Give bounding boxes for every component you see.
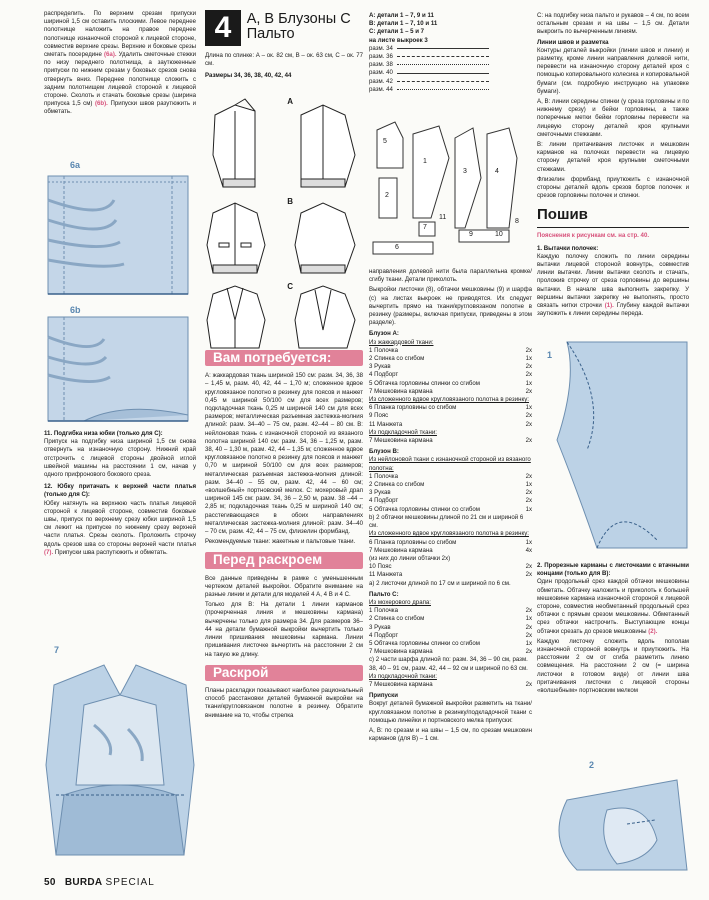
- blouson-b-list: Блузон В: Из нейлоновой ткани с изнаночной стороной из вязаного полотна: 1 Полочка 2x 2 Спинка со сгибом 1x 3 Рукав 2x 4 Подборт 2x 5 Обтачка горловины спинки со сгибом 1x b) 2 обтачки мешковины длиной по 21 см и шириной 6 см. Из сложенного вдвое кругловязаного полотна в резинку: 6 Планка горловины со сгибом 1x 7 Мешковина кармана 4x (из них до линии обтачки 2x) 10 Пояс 2x 11 Манжета 2x а) 2 листочки длиной по 17 см и шириной по 6 см.: [369, 448, 532, 587]
- before-cut-banner: Перед раскроем: [205, 552, 363, 568]
- figure-6b: [44, 305, 196, 425]
- brand-special: SPECIAL: [105, 877, 155, 888]
- sketch-b: [205, 195, 363, 280]
- sketch-a-label: A: [287, 97, 293, 106]
- page-number: 50: [44, 877, 56, 888]
- section-number: 4: [205, 10, 241, 46]
- sizes-title: Размеры 34, 36, 38, 40, 42, 44: [205, 72, 292, 80]
- figure-6a-drawing: [44, 160, 196, 305]
- piece-10: 10: [495, 231, 503, 238]
- list-item: 1 Полочка 2x: [369, 472, 532, 480]
- list-item: 4 Подборт 2x: [369, 497, 532, 505]
- list-item: 11 Манжета 2x: [369, 420, 532, 428]
- figure-1: [537, 340, 689, 550]
- sketch-a: [205, 95, 363, 195]
- sketch-c: [205, 280, 363, 350]
- list-item: 4 Подборт 2x: [369, 631, 532, 639]
- list-item: 11 Манжета 2x: [369, 571, 532, 579]
- before-cut-text: Все данные приведены в рамке с уменьшенным чертежом деталей выкройки. Обратите внимание на разные линии и детали для моделей 4 А, 4 В и 4 С.: [205, 574, 363, 599]
- page-footer: [44, 877, 155, 888]
- cutting-banner: Раскрой: [205, 665, 363, 681]
- column-4: С: на подгибку низа пальто и рукавов – 4 см, по всем остальным срезам и на швы – 1,5 см. Детали выкроить по вычерченным линиям. Линии швов и разметка Контуры деталей выкройки (линии швов и линии) и разметку, кроме линии направления долевой нити, перевести на изнаночную сторону деталей кроя с помощью копировального колесика и копировальной бумаги (см. подробную инструкцию на упаковке бумаги). А, В: линии середины спинки (у среза горловины и по нижнему срезу) и бейки горловины, а также поперечные метки бейки горловины перевести на лицевую сторону деталей кроя крупными сметочными стежками. В: линии притачивания листочек и мешковин карманов на полочках перевести на лицевую сторону деталей кроя крупными сметочными стежками. Флизелин формбанд приутюжить с изнаночной стороны деталей вдоль срезов бортов полочек и срезов горловины полочек и спинки. Пошив Пояснения к рисункам см. на стр. 40. 1. Вытачки полочек: Каждую полочку сложить по линии середины вытачки лицевой стороной вовнутрь, совместив линии вытачки. Линии вытачки сколоть и стачать, проложив строчку от среза горловины до вершины вытачки. В начале шва выполнить закрепку. У вершины вытачки закрепку не выполнять, просто связать нитки строчки (1). Глубину каждой вытачки заутюжить к линии середины переда.: [537, 12, 690, 318]
- column-3-lower: [369, 268, 532, 745]
- piece-2: 2: [385, 192, 389, 199]
- column-4-lower: 2. Прорезные карманы с листочками с втачными концами (только для В): Один продольный срез каждой обтачки мешковины обметать. Обтачку наложить и приколоть к большей мешковине кармана изнаночной стороной к лицевой стороне, совместив необметанный продольный срез обтачки с прямым срезом мешковины. Обметанный срез обтачки настрочить. Выступающие концы обтачки срезать до срезов мешковины (2). Каждую листочку сложить вдоль пополам изнаночной стороной вовнутрь и приутюжить. На расстоянии 2 см от сгиба разметить линию совмещения. На расстоянии 2 см (= ширина листочки в готовом виде) от линии шва притачивания листочки с лицевой стороны «волшебным» портновским мелком: [537, 562, 689, 695]
- column-1-lower: [44, 430, 196, 559]
- pattern-sheet-diagram: [369, 118, 529, 258]
- list-item: 5 Обтачка горловины спинки со сгибом 1x: [369, 379, 532, 387]
- list-item: 3 Рукав 2x: [369, 623, 532, 631]
- piece-4: 4: [495, 168, 499, 175]
- hem-allowance: С: на подгибку низа пальто и рукавов – 4 см, по всем остальным срезам и на швы – 1,5 см. Детали выкроить по вычерченным линиям.: [537, 12, 689, 36]
- sewing-title: Пошив: [537, 206, 689, 228]
- piece-3: 3: [463, 168, 467, 175]
- list-item: 10 Пояс 2x: [369, 563, 532, 571]
- brand-name: BURDA: [64, 877, 103, 888]
- figure-6b-label: 6b: [70, 305, 81, 315]
- list-item: 1 Полочка 2x: [369, 607, 532, 615]
- blouson-a-list: Блузон А: Из жаккардовой ткани: 1 Полочка 2x 2 Спинка со сгибом 1x 3 Рукав 2x 4 Подборт 2x 5 Обтачка горловины спинки со сгибом 1x 7 Мешковина кармана 2x Из сложенного вдвое кругловязаного полотна в резинку: 6 Планка горловины со сгибом 1x 9 Пояс 2x 11 Манжета 2x Из подкладочной ткани: 7 Мешковина кармана 2x: [369, 330, 532, 445]
- list-item: (из них до линии обтачки 2x): [369, 554, 451, 562]
- list-item: 4 Подборт 2x: [369, 371, 532, 379]
- list-item: 9 Пояс 2x: [369, 412, 532, 420]
- list-item: 6 Планка горловины со сгибом 1x: [369, 404, 532, 412]
- column-3: [369, 12, 532, 94]
- list-item: 2 Спинка со сгибом 1x: [369, 615, 532, 623]
- back-length: Длина по спинке: А – ок. 82 см, В – ок. 63 см, С – ок. 77 см.: [205, 52, 363, 68]
- piece-5: 5: [383, 138, 387, 145]
- figure-7-label: 7: [54, 645, 60, 655]
- sewing-note: Пояснения к рисункам см. на стр. 40.: [537, 232, 650, 240]
- list-item: 6 Планка горловины со сгибом 1x: [369, 538, 532, 546]
- figure-7: [44, 645, 196, 860]
- figure-7-drawing: [44, 645, 196, 860]
- list-item: 2 Спинка со сгибом 1x: [369, 355, 532, 363]
- sketch-b-label: B: [287, 197, 293, 206]
- list-item: 7 Мешковина кармана 2x: [369, 680, 532, 688]
- figure-2-label: 2: [589, 760, 595, 770]
- list-item: 2 Спинка со сгибом 1x: [369, 481, 532, 489]
- list-item: 5 Обтачка горловины спинки со сгибом 1x: [369, 639, 532, 647]
- figure-6a: [44, 160, 196, 305]
- list-item: 1 Полочка 2x: [369, 346, 532, 354]
- piece-8: 8: [515, 218, 519, 225]
- section-header: [205, 10, 363, 46]
- need-banner: Вам потребуется:: [205, 350, 363, 366]
- step-1: 1. Вытачки полочек: Каждую полочку сложить по линии середины вытачки лицевой стороной вовнутрь, совместив линии вытачки. Линии вытачки сколоть и стачать, проложив строчку от среза горловины до вершины вытачки. В начале шва выполнить закрепку. У вершины вытачки закрепку не выполнять, просто связать нитки строчки (1). Глубину каждой вытачки заутюжить к линии середины переда.: [537, 244, 690, 318]
- column-1: [44, 10, 196, 119]
- section-title: А, В Блузоны С Пальто: [246, 11, 351, 42]
- pattern-legend: A: детали 1 – 7, 9 и 11 B: детали 1 – 7, 10 и 11 C: детали 1 – 5 и 7 на листе выкроек 3: [369, 12, 438, 44]
- coat-c-list: Пальто С: Из мохерового драпа: 1 Полочка 2x 2 Спинка со сгибом 1x 3 Рукав 2x 4 Подборт 2x 5 Обтачка горловины спинки со сгибом 1x 7 Мешковина кармана 2x c) 2 части шарфа длиной по: разм. 34, 36 – 90 см, разм. 38, 40 – 91 см, разм. 42, 44 – 92 см и шириной по 63 см. Из подкладочной ткани: 7 Мешковина кармана 2x: [369, 590, 532, 688]
- extra-pieces-text: Выкройки листочки (8), обтачки мешковины (9) и шарфа (с) на листах выкроек не приводятся. Их следует вычертить прямо на ткани/кругловязаном полотне в резинку (размеры, включая припуски, приведены в этом разделе).: [369, 286, 532, 327]
- piece-11: 11: [439, 214, 447, 221]
- figure-6a-label: 6a: [70, 160, 81, 170]
- list-item: 3 Рукав 2x: [369, 489, 532, 497]
- grain-text: направления долевой нити была параллельна кромке/сгибу ткани. Детали приколоть.: [369, 268, 532, 284]
- list-item: 5 Обтачка горловины спинки со сгибом 1x: [369, 505, 532, 513]
- list-item: 3 Рукав 2x: [369, 363, 532, 371]
- allowances: Припуски Вокруг деталей бумажной выкройки разметить на ткани/кругловязаном полотне в резинку/подкладочной ткани с помощью линейки и портновского мелка припуски: А, В: по срезам и на швы – 1,5 см, по срезам мешковин карманов (для В) – 1 см.: [369, 692, 532, 743]
- column-2-lower: [205, 350, 363, 722]
- size-lines: разм. 34 разм. 36 разм. 38 разм. 40 разм. 42 разм. 44: [369, 45, 489, 94]
- recommended-fabrics: Рекомендуемые ткани: жакетные и пальтовые ткани.: [205, 538, 356, 546]
- column-2: [205, 10, 363, 83]
- list-item: 7 Мешковина кармана 2x: [369, 648, 532, 656]
- step-2: 2. Прорезные карманы с листочками с втачными концами (только для В): Один продольный срез каждой обтачки мешковины обметать. Обтачку наложить и приколоть к большей мешковине кармана изнаночной стороной к лицевой стороне, совместив необметанный продольный срез обтачки с прямым срезом мешковины. Обметанный срез обтачки настрочить. Выступающие концы обтачки срезать до срезов мешковины (2).: [537, 562, 689, 635]
- piece-6: 6: [395, 244, 399, 251]
- cutting-text: Планы раскладки показывают наиболее рациональный способ расстановки деталей бумажной выкройки на ткани/кругловязаном полотне в резинку. Обратите внимание на то, чтобы стрелка: [205, 686, 363, 719]
- piece-9: 9: [469, 231, 473, 238]
- intro-paragraph: распределить. По верхним срезам припуски шириной 1,5 см оставить плоскими. Левое переднее полотнище наложить на правое переднее полотнище изнаночной стороной к лицевой стороне, совместив верхние срезы. Верхние и боковые срезы сметать посередине (6а). Удалить сметочные стежки по низу переднего полотнища, а заутюженные припуски по нижним срезам у боковых срезов снова отвернуть вниз. Переднее полотнище сложить с задним полотнищем лицевой стороной к лицевой стороне. Сколоть и стачать боковые срезы (ширина припуска 1,5 см) (6b). Припуски швов разутюжить и обметать.: [44, 10, 196, 116]
- list-item: 7 Мешковина кармана 2x: [369, 387, 532, 395]
- sewing-header: [537, 206, 689, 240]
- step-11: 11. Подгибка низа юбки (только для С): Припуск на подгибку низа шириной 1,5 см снова отвернуть на изнаночную сторону. Нижний край отстрочить с лицевой стороны двойной иглой швейной машины на расстоянии 1 см, начав у одного прифронового бокового среза.: [44, 430, 196, 479]
- figure-6b-drawing: [44, 305, 196, 425]
- step-12: 12. Юбку притачать к верхней части платья (только для С): Юбку натянуть на верхнюю часть платья лицевой стороной к лицевой стороне, совместив боковые швы, припуск по верхнему срезу юбки шириной 1,5 см лежит на припуске по нижнему срезу верхней части платья. Срезы сколоть. Проложить строчку вдоль срезов шва со стороны верхней части платья (7). Припуски шва распутюжить и обметать.: [44, 483, 196, 556]
- list-item: 7 Мешковина кармана 2x: [369, 437, 532, 445]
- list-item: 7 Мешковина кармана 4x: [369, 546, 532, 554]
- marks-title: Линии швов и разметка: [537, 38, 609, 46]
- piece-1: 1: [423, 158, 427, 165]
- figure-1-label: 1: [547, 350, 553, 360]
- piece-7: 7: [423, 224, 427, 231]
- need-text: А: жаккардовая ткань шириной 150 см: разм. 34, 36, 38 – 1,45 м, разм. 40, 42, 44 – 1,70 м; сложенное вдвое кругловязаное полотно в резинку для поясов и манжет 0,45 м шириной 50/100 см для всех размеров; подкладочная ткань 0,25 м шириной 140 см для всех размеров; металлическая разъемная застежка-молния длиной: разм. 34–40 – 75 см, разм. 42–44 – 80 см. В: нейлоновая ткань с изнаночной стороной из вязаного полотна шириной 140 см: разм. 34, 36 – 1,25 м, разм. 38, 40 – 1,30 м, разм. 42, 44 – 1,35 м; сложенное вдвое кругловязаное полотно в резинку для поясов и манжет 0,70 м шириной 50/100 см для всех размеров; металлическая разъемная застежка-молния длиной: разм. 34–40 – 55 см, разм. 42, 44 – 60 см; «волшебный» портновский мелок. С: мохеровый драп шириной 145 см: разм. 34, 36 – 2,50 м, разм. 38 –44 – 2,85 м; подкладочная ткань 0,25 м шириной 140 см; расстегивающаяся в обоих направлениях металлическая застежка-молния длиной: разм. 34–40 – 70 см, разм. 42, 44 – 75 см, флизелин формбанд.: [205, 372, 363, 536]
- figure-2: [537, 760, 689, 875]
- before-cut-text-2: Только для В: На детали 1 линии карманов (прочерченная линия и мешковины кармана) вычерчены только для размера 34. Для размеров 36–44 на детали бумажной выкройки вычертить только линии пришивания мешковины кармана. Линии пришивания листочке вычертить на расстоянии 2 см на такую же длину.: [205, 601, 363, 658]
- sketch-c-label: C: [287, 282, 293, 291]
